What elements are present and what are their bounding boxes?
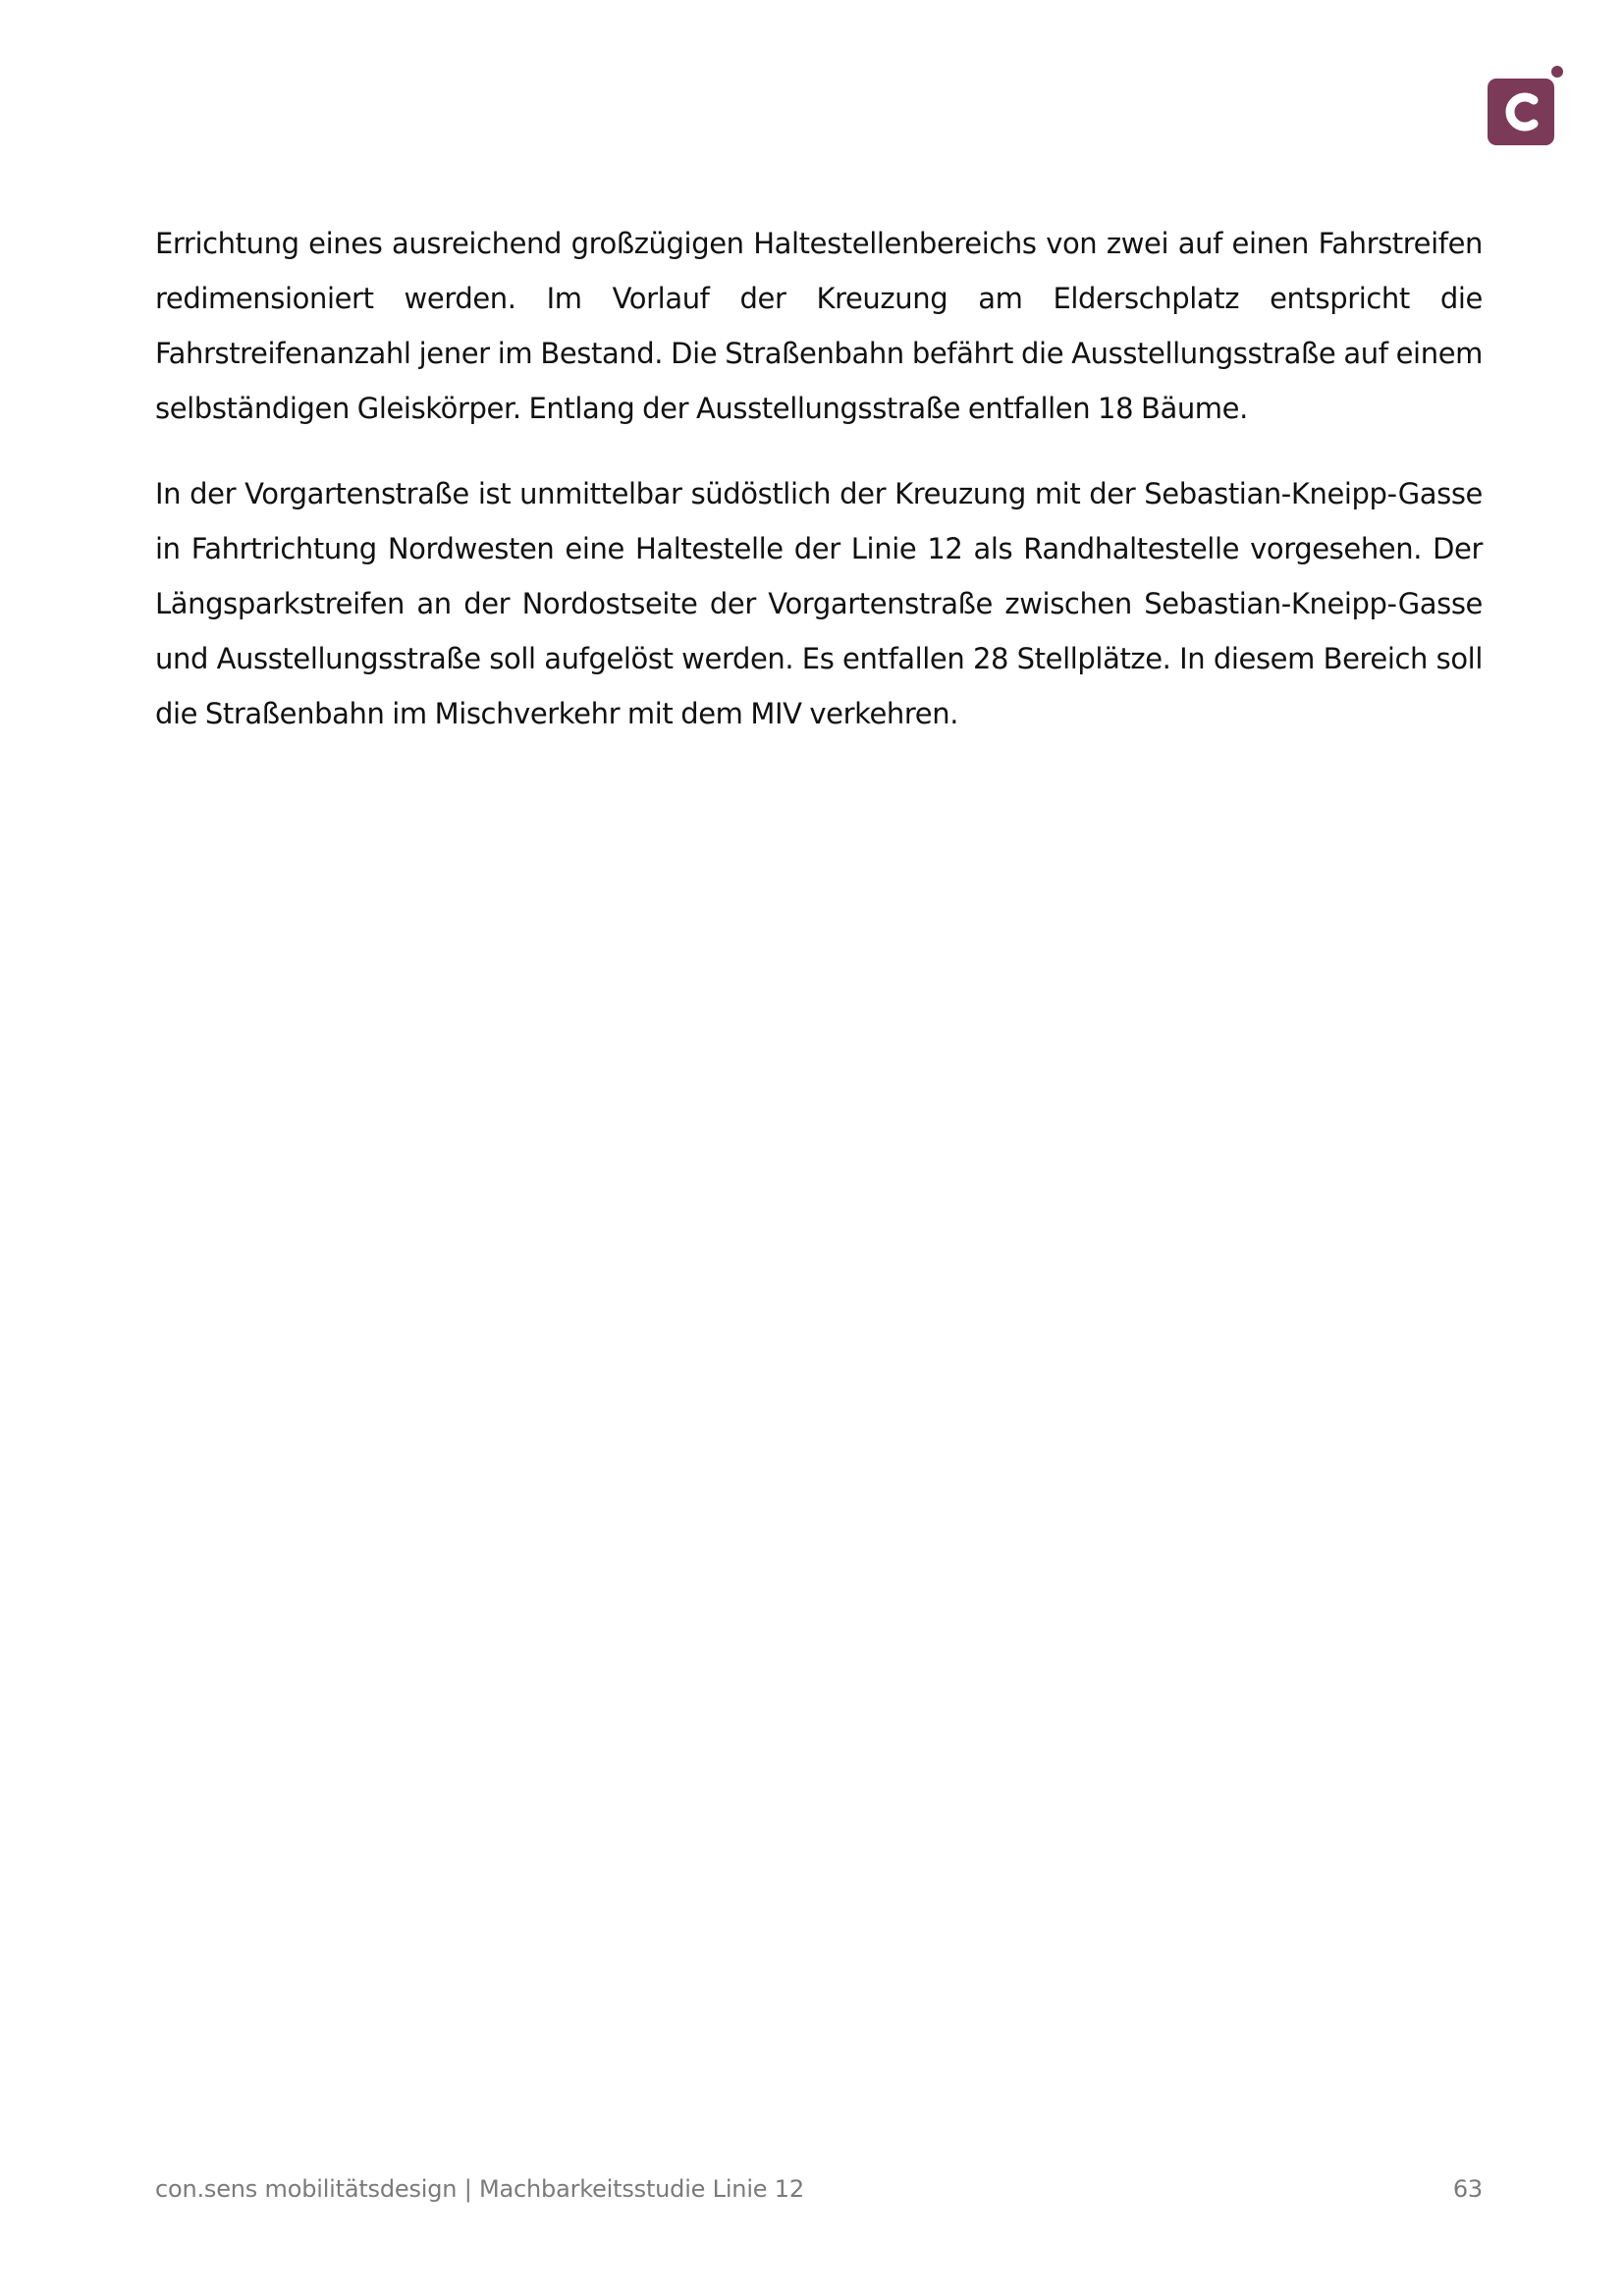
consens-c-logo-icon	[1488, 65, 1566, 147]
page-footer	[155, 2175, 1483, 2215]
footer-title: con.sens mobilitätsdesign | Machbarkeitsstudie Linie 12	[155, 2175, 804, 2203]
paragraph: Errichtung eines ausreichend großzügigen Haltestellenbereichs von zwei auf einen Fahrstreifen redimensioniert werden. Im Vorlauf der Kreuzung am Elderschplatz entspricht die Fahrstreifenanzahl jener im Bestand. Die Straßenbahn befährt die Ausstellungsstraße auf einem selbständigen Gleiskörper. Entlang der Ausstellungsstraße entfallen 18 Bäume.	[155, 227, 1483, 425]
paragraph: In der Vorgartenstraße ist unmittelbar südöstlich der Kreuzung mit der Sebastian-Kneipp-Gasse in Fahrtrichtung Nordwesten eine Haltestelle der Linie 12 als Randhaltestelle vorgesehen. Der Längsparkstreifen an der Nordostseite der Vorgartenstraße zwischen Sebastian-Kneipp-Gasse und Ausstellungsstraße soll aufgelöst werden. Es entfallen 28 Stellplätze. In diesem Bereich soll die Straßenbahn im Mischverkehr mit dem MIV verkehren.	[155, 477, 1483, 730]
main-text	[155, 216, 1483, 772]
page-number: 63	[1452, 2175, 1483, 2203]
